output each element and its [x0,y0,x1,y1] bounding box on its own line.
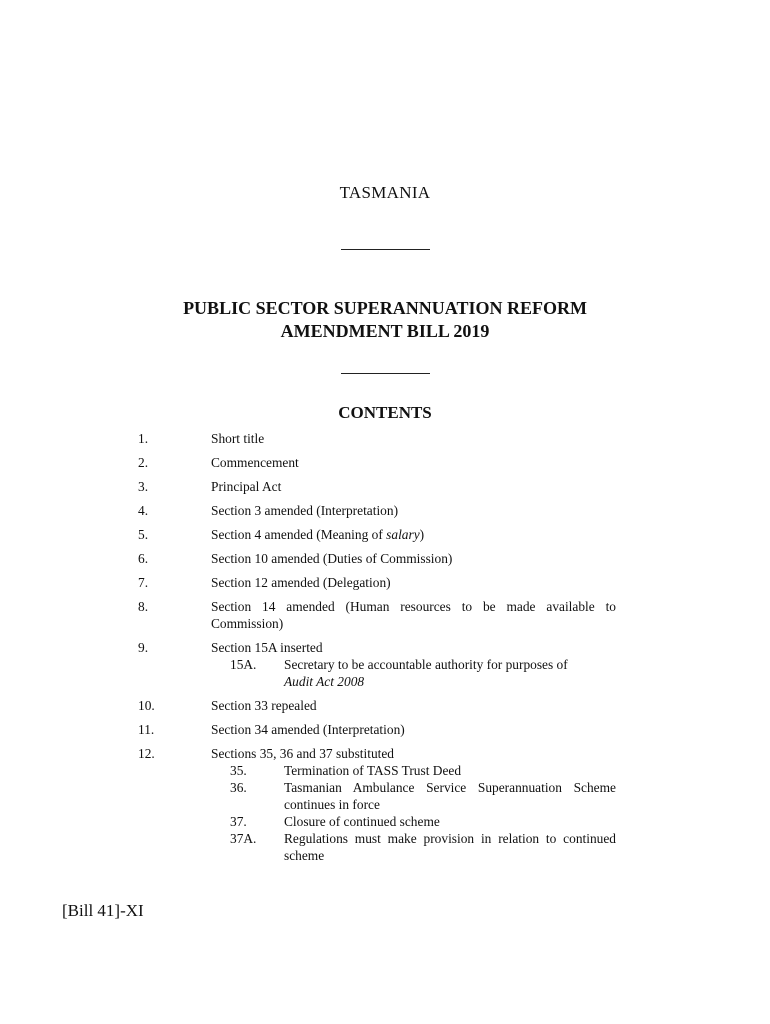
toc-item-title: Principal Act [211,479,282,494]
toc-subitem-number: 36. [230,780,247,795]
toc-subitem-title: Tasmanian Ambulance Service Superannuation Scheme continues in force [284,780,616,812]
toc-item [138,598,616,632]
toc-item [138,526,616,543]
table-of-contents [138,430,616,871]
toc-item-number: 4. [138,503,149,518]
toc-subitem-title: Regulations must make provision in relation to continued scheme [284,831,616,863]
toc-item-number: 5. [138,527,149,542]
toc-subitem-title [284,656,616,690]
toc-item-title: Section 10 amended (Duties of Commission) [211,551,453,566]
toc-item-number: 12. [138,746,155,761]
toc-item-number: 3. [138,479,149,494]
toc-item-number: 6. [138,551,149,566]
contents-heading: CONTENTS [338,403,432,422]
toc-item-number: 10. [138,698,155,713]
toc-item-title [211,526,616,543]
toc-item-number: 11. [138,722,155,737]
bill-title-line-1: PUBLIC SECTOR SUPERANNUATION REFORM [183,298,587,318]
toc-subitem-number: 15A. [230,657,257,672]
toc-item-title: Section 15A inserted [211,640,323,655]
toc-item [138,502,616,519]
toc-subitem [211,813,616,830]
toc-item-title: Section 14 amended (Human resources to be made available to Commission) [211,599,616,631]
toc-item [138,639,616,690]
toc-item [138,454,616,471]
toc-subitem-title: Closure of continued scheme [284,814,440,829]
toc-item-title-close: ) [419,527,425,542]
toc-subitem-number: 35. [230,763,247,778]
toc-item-title: Section 33 repealed [211,698,317,713]
toc-subitem-title: Termination of TASS Trust Deed [284,763,462,778]
toc-item-number: 2. [138,455,149,470]
toc-subitem [211,656,616,690]
toc-item-number: 8. [138,599,149,614]
toc-subitem [211,830,616,864]
toc-subitem-title-text: Secretary to be accountable authority for purposes of [284,657,568,672]
toc-item-title-emphasis: salary [386,527,420,542]
toc-item [138,721,616,738]
toc-subitem-act-name: Audit Act 2008 [284,674,365,689]
toc-item-title: Sections 35, 36 and 37 substituted [211,746,394,761]
toc-item [138,430,616,447]
toc-item-number: 7. [138,575,149,590]
toc-item [138,574,616,591]
bill-reference: [Bill 41]-XI [62,901,144,920]
toc-subitem [211,762,616,779]
toc-item-number: 1. [138,431,149,446]
toc-item [138,745,616,864]
divider-rule-top [341,249,430,250]
toc-item-title: Section 3 amended (Interpretation) [211,503,399,518]
toc-item [138,697,616,714]
bill-title-line-2: AMENDMENT BILL 2019 [280,321,490,341]
toc-item-title: Short title [211,431,265,446]
divider-rule-bottom [341,373,430,374]
toc-item-title: Section 12 amended (Delegation) [211,575,391,590]
toc-item-title: Section 34 amended (Interpretation) [211,722,405,737]
toc-item [138,550,616,567]
toc-item-title-text: Section 4 amended (Meaning of [211,527,387,542]
bill-title [0,297,770,343]
toc-item [138,478,616,495]
toc-item-number: 9. [138,640,149,655]
toc-subitem-number: 37. [230,814,247,829]
toc-subitem [211,779,616,813]
jurisdiction-heading: TASMANIA [339,183,431,202]
toc-item-title: Commencement [211,455,299,470]
toc-subitem-number: 37A. [230,831,257,846]
